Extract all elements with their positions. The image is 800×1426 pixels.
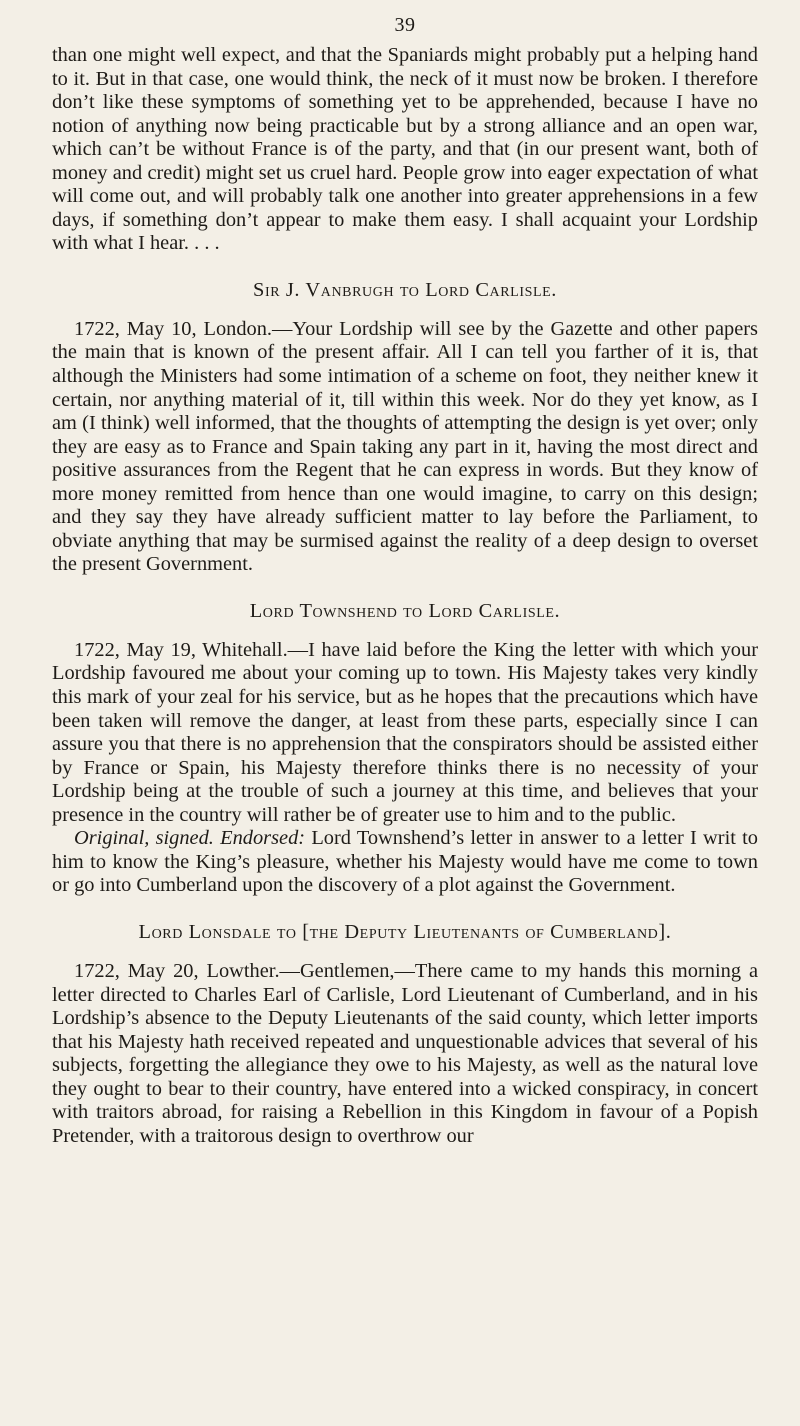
continuation-paragraph: than one might well expect, and that the Spaniards might probably put a helping hand to it. But in that case, one would think, the neck of it must now be broken. I therefore don’t like these symptoms of something yet to be apprehended, because I have no notion of anything now being practicable but by a strong alliance and an open war, which can’t be without France is of the party, and that (in our present want, both of money and credit) might set us cruel hard. People grow into eager expectation of what will come out, and will probably talk one another into greater apprehensions in a few days, if something don’t appear to make them easy. I shall acquaint your Lordship with what I hear. . . . [52,44,758,255]
heading-sender: Lord Townshend [249,599,398,622]
letter-heading-lonsdale [52,920,758,944]
note-label: Original, signed. Endorsed: [74,827,306,850]
heading-recipient: Lord Carlisle. [425,278,557,301]
heading-sender: Lord Lonsdale [138,920,272,943]
body-text [52,44,758,1148]
page-number: 39 [394,14,416,36]
heading-recipient: [the Deputy Lieutenants of Cumberland]. [302,920,672,943]
heading-to: to [271,920,303,943]
heading-to: to [394,278,426,301]
note-text: Lord Townshend’s letter in answer to a letter I writ to him to know the King’s pleasure, whether his Majesty would have me come to town or go into Cumberland upon the discovery of a plot against the Government. [52,827,758,897]
letter-note-townshend [52,827,758,898]
letter-body-townshend: 1722, May 19, Whitehall.—I have laid before the King the letter with which your Lordship favoured me about your coming up to town. His Majesty takes very kindly this mark of your zeal for his service, but as he hopes that the precautions which have been taken will remove the danger, at least from these parts, especially since I can assure you that there is no apprehension that the conspirators should be assisted either by France or Spain, his Majesty therefore thinks there is no necessity of your Lordship being at the trouble of such a journey at this time, and believes that your presence in the country will rather be of greater use to him and to the public. [52,638,758,826]
letter-body-vanbrugh: 1722, May 10, London.—Your Lordship will see by the Gazette and other papers the main that is known of the present affair. All I can tell you farther of it is, that although the Ministers had some intimation of a scheme on foot, they neither knew it certain, nor anything material of it, till within this week. Nor do they yet know, as I am (I think) well informed, that the thoughts of attempting the design is yet over; only they are easy as to France and Spain taking any part in it, having the most direct and positive assurances from the Regent that he can express in words. But they know of more money remitted from hence than one would imagine, to carry on this design; and they say they have already sufficient matter to lay before the Parliament, to obviate anything that may be surmised against the reality of a deep design to overset the present Government. [52,317,758,576]
letter-body-lonsdale: 1722, May 20, Lowther.—Gentlemen,—There came to my hands this morning a letter directed to Charles Earl of Carlisle, Lord Lieutenant of Cumberland, and in his Lordship’s absence to the Deputy Lieutenants of the said county, which letter imports that his Majesty hath received repeated and unquestionable advices that several of his subjects, forgetting the allegiance they owe to his Majesty, as well as the natural love they ought to bear to their country, have entered into a wicked conspiracy, in concert with traitors abroad, for raising a Rebellion in this Kingdom in favour of a Popish Pretender, with a traitorous design to overthrow our [52,959,758,1147]
heading-to: to [397,599,429,622]
letter-heading-vanbrugh [52,278,758,302]
heading-sender: Sir J. Vanbrugh [253,278,395,301]
heading-recipient: Lord Carlisle. [428,599,561,622]
letter-heading-townshend [52,599,758,623]
